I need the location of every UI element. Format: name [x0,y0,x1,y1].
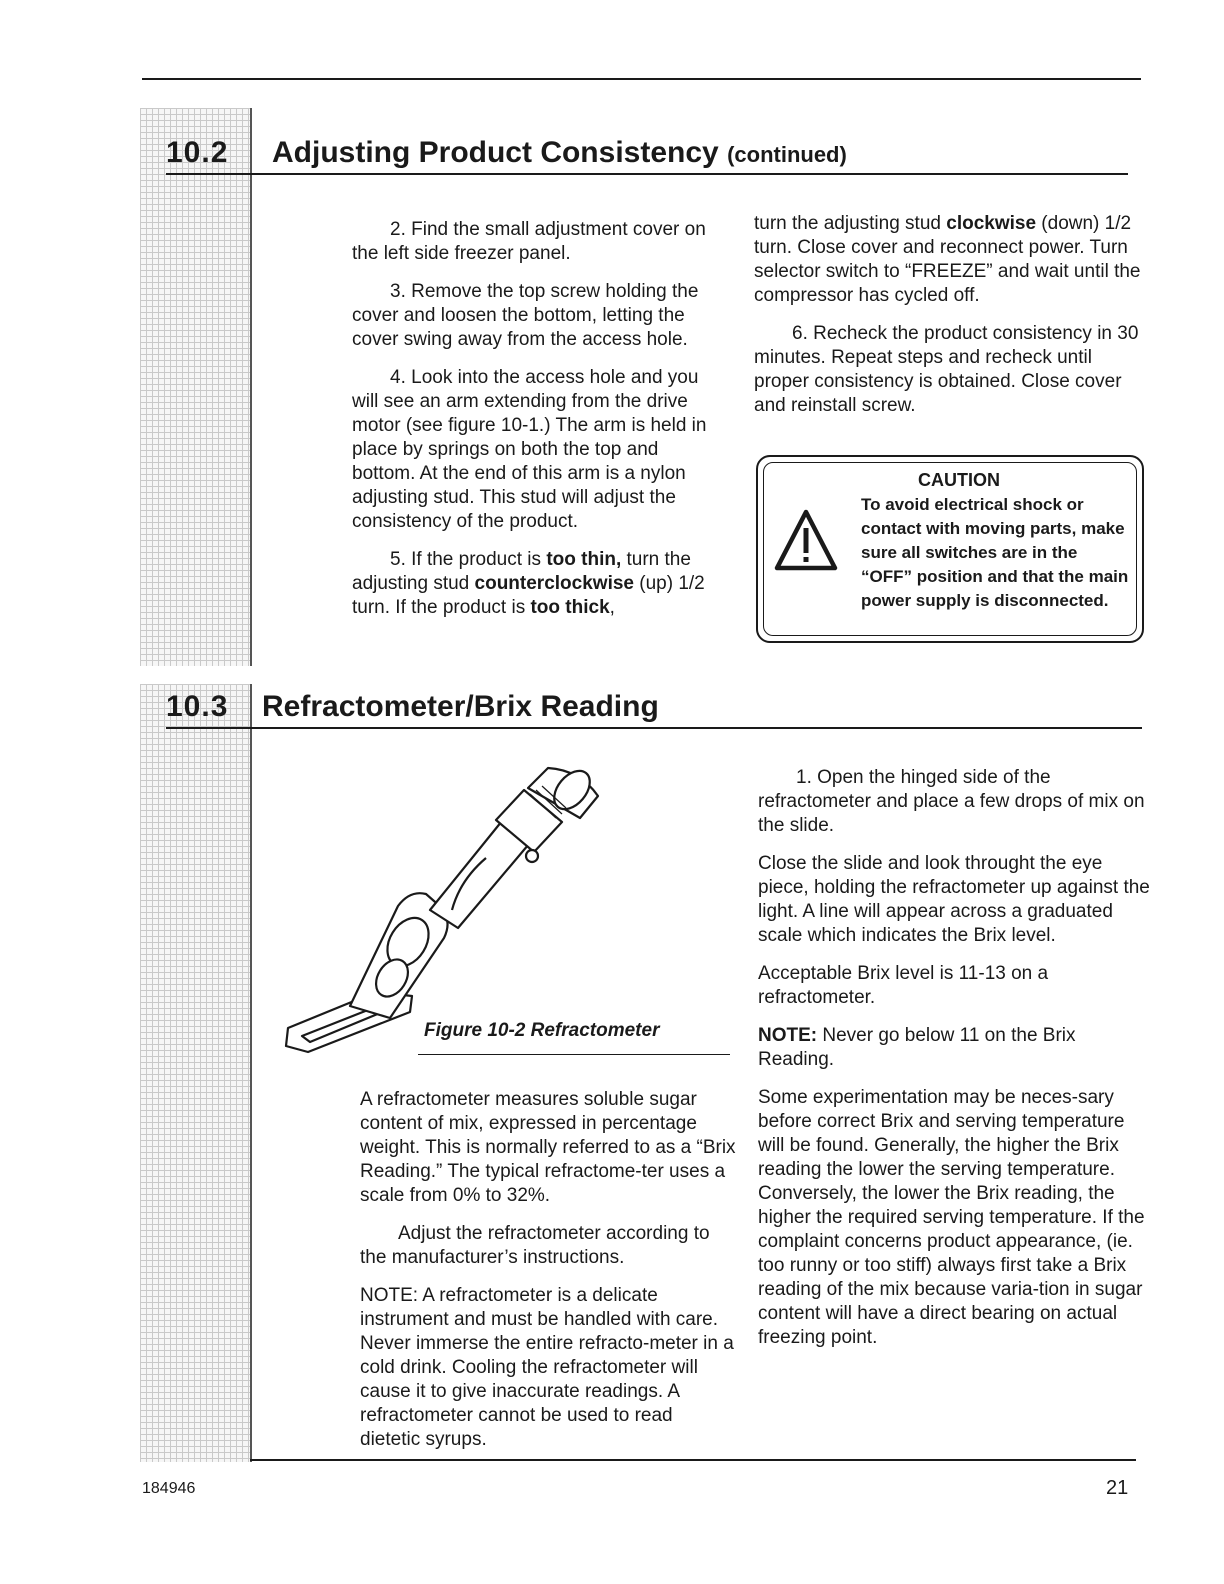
warning-triangle-icon [774,509,838,571]
caution-title: CAUTION [918,470,1000,490]
step-2-text: 2. Find the small adjustment cover on the left side freezer panel. [352,219,706,264]
step-5-too-thin: too thin, [546,549,622,570]
step-5-part: turn the adjusting stud [352,549,691,594]
step-5-part: (up) 1/2 turn. If the product is [352,573,705,618]
refractometer-intro-text: A refractometer measures soluble sugar content of mix, expressed in percentage weight. This is normally referred to as a “Brix Reading.” The typical refractome-ter uses a scale from 0% to 32%. [360,1089,736,1206]
section-10-3-left-column [360,1088,738,1466]
section-10-2-left-column [352,218,724,634]
section-10-2-title-suffix: (continued) [727,142,847,167]
caution-box [756,455,1144,643]
caution-text: To avoid electrical shock or contact with moving parts, make sure all switches are in the “OFF” position and that the main power supply is disconnected. [861,495,1129,610]
step-5-text [352,548,724,620]
step-5-clockwise: clockwise [946,213,1037,234]
section-10-3-grid-bar [140,684,252,1462]
step-5-cont-part: turn the adjusting stud [754,213,947,234]
section-10-3-title: Refractometer/Brix Reading [262,690,659,723]
step-4-text: 4. Look into the access hole and you will see an arm extending from the drive motor (see figure 10-1.) The arm is held in place by springs on both the top and bottom. At the end of this arm is a nylon adjusting stud. This stud will adjust the consistency of the product. [352,367,707,532]
brix-close-slide-text: Close the slide and look throught the eye piece, holding the refractometer up against the light. A line will appear across a graduated scale which indicates the Brix level. [758,853,1150,946]
section-10-2-underline [166,173,1128,175]
section-10-3-underline [166,727,1142,729]
step-5-counterclockwise: counterclockwise [474,573,634,594]
section-10-2-title [272,136,847,170]
step-6-text: 6. Recheck the product consistency in 30 minutes. Repeat steps and recheck until proper consistency is obtained. Close cover and reinstall screw. [754,323,1139,416]
step-5-too-thick: too thick [530,597,610,618]
section-10-2-number: 10.2 [166,136,229,169]
section-10-2-grid-bar [140,108,252,666]
figure-10-2-caption: Figure 10-2 Refractometer [424,1020,660,1041]
refractometer-note-text: NOTE: A refractometer is a delicate instrument and must be handled with care. Never immerse the entire refracto-meter in a cold drink. Cooling the refractometer will cause it to give inaccurate readings. A refractometer cannot be used to read dietetic syrups. [360,1285,734,1450]
brix-note-body: Never go below 11 on the Brix Reading. [758,1025,1076,1070]
brix-step-1-text: 1. Open the hinged side of the refractometer and place a few drops of mix on the slide. [758,767,1145,836]
section-10-3-number: 10.3 [166,690,229,723]
step-5-cont-part: (down) 1/2 turn. Close cover and reconnect power. Turn selector switch to “FREEZE” and wait until the compressor has cycled off. [754,213,1141,306]
section-10-2-title-text: Adjusting Product Consistency [272,136,719,169]
bottom-rule [250,1459,1136,1461]
step-5-continued-text [754,212,1150,308]
brix-acceptable-level-text: Acceptable Brix level is 11-13 on a refractometer. [758,963,1049,1008]
top-rule [142,78,1141,80]
section-10-2-right-column [754,212,1150,432]
step-3-text: 3. Remove the top screw holding the cover and loosen the bottom, letting the cover swing away from the access hole. [352,281,699,350]
refractometer-illustration [280,760,610,1060]
step-5-part: , [609,597,615,618]
section-10-3-right-column [758,766,1150,1364]
step-5-part: 5. If the product is [390,549,547,570]
brix-experimentation-text: Some experimentation may be neces-sary before correct Brix and serving temperature will be found. Generally, the higher the Brix reading the lower the serving temperature. Conversely, the lower the Brix reading, the higher the required serving temperature. If the complaint concerns product appearance, (ie. too runny or too stiff) always first take a Brix reading of the mix because varia-tion in sugar content will have a direct bearing on actual freezing point. [758,1087,1145,1348]
brix-note-text [758,1024,1150,1072]
page-number: 21 [1106,1477,1129,1499]
document-number: 184946 [142,1480,196,1497]
figure-caption-rule [418,1054,730,1055]
adjust-refractometer-text: Adjust the refractometer according to the manufacturer’s instructions. [360,1223,710,1268]
brix-note-label: NOTE: [758,1025,818,1046]
